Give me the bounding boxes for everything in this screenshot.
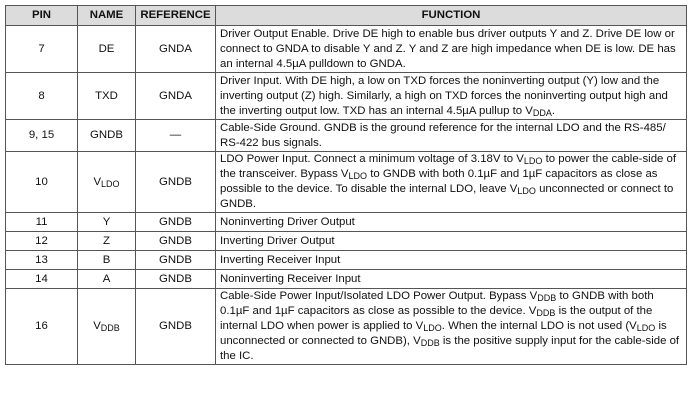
- pin-cell: 13: [6, 251, 78, 270]
- function-cell: Cable-Side Ground. GNDB is the ground reference for the internal LDO and the RS-485/ RS-422 bus signals.: [216, 120, 687, 152]
- function-cell: Driver Output Enable. Drive DE high to enable bus driver outputs Y and Z. Drive DE low or connect to GNDA to disable Y and Z. Y and Z are high impedance when DE is low. DE has an internal 4.5µA pulldown to GNDA.: [216, 26, 687, 73]
- function-cell: Noninverting Receiver Input: [216, 270, 687, 289]
- function-text: unconnected or connect to GNDB.: [220, 183, 674, 210]
- table-row: [6, 232, 687, 251]
- header-function: FUNCTION: [216, 6, 687, 26]
- subscript: LDO: [348, 171, 368, 181]
- pin-cell: 14: [6, 270, 78, 289]
- name-cell: GNDB: [78, 120, 136, 152]
- subscript: LDO: [517, 186, 536, 196]
- subscript: DDB: [420, 338, 440, 348]
- table-row: [6, 152, 687, 213]
- name-cell: B: [78, 251, 136, 270]
- function-text: Driver Input. With DE high, a low on TXD forces the noninverting output (Y) low and the inverting output (Z) high. Similarly, a high on TXD forces the noninverting output high and the inverting output low. TXD has an internal 4.5µA pullup to V: [220, 74, 668, 117]
- name-cell: TXD: [78, 73, 136, 120]
- subscript: LDO: [101, 178, 120, 189]
- function-cell: Inverting Receiver Input: [216, 251, 687, 270]
- name-text: V: [93, 175, 102, 188]
- function-cell: Noninverting Driver Output: [216, 213, 687, 232]
- pin-cell: 9, 15: [6, 120, 78, 152]
- pin-cell: 8: [6, 73, 78, 120]
- table-row: [6, 270, 687, 289]
- name-cell: Y: [78, 213, 136, 232]
- function-text: to GNDB with both 0.1µF and 1µF capacitors as close as possible to the device. V: [220, 290, 654, 317]
- function-text: is the positive supply input for the cable-side of the IC.: [220, 335, 680, 362]
- reference-cell: —: [136, 120, 216, 152]
- name-text: V: [93, 320, 101, 332]
- function-cell: Inverting Driver Output: [216, 232, 687, 251]
- name-cell: [78, 152, 136, 213]
- subscript: DDB: [536, 308, 556, 318]
- function-cell: [216, 289, 687, 365]
- header-name: NAME: [78, 6, 136, 26]
- pin-cell: 12: [6, 232, 78, 251]
- pin-cell: 10: [6, 152, 78, 213]
- function-text: to GNDB with both 0.1µF and 1µF capacitors as close as possible to the device. To disable the internal LDO, leave V: [220, 168, 658, 195]
- reference-cell: GNDB: [136, 152, 216, 213]
- function-text: Cable-Side Power Input/Isolated LDO Power Output. Bypass V: [220, 290, 538, 302]
- table-row: [6, 213, 687, 232]
- reference-cell: GNDB: [136, 232, 216, 251]
- name-cell: A: [78, 270, 136, 289]
- reference-cell: GNDB: [136, 251, 216, 270]
- function-text: .: [551, 104, 556, 117]
- pin-cell: 7: [6, 26, 78, 73]
- subscript: DDB: [100, 323, 120, 333]
- subscript: LDO: [523, 156, 543, 166]
- name-cell: DE: [78, 26, 136, 73]
- header-reference: REFERENCE: [136, 6, 216, 26]
- subscript: LDO: [423, 323, 442, 333]
- function-text: is unconnected or connected to GNDB), V: [220, 320, 667, 347]
- pin-description-table: [5, 5, 687, 365]
- function-text: LDO Power Input. Connect a minimum voltage of 3.18V to V: [220, 153, 524, 165]
- header-pin: PIN: [6, 6, 78, 26]
- reference-cell: GNDB: [136, 270, 216, 289]
- table-row: [6, 73, 687, 120]
- function-cell: [216, 73, 687, 120]
- function-text: . When the internal LDO is not used (V: [441, 320, 637, 332]
- reference-cell: GNDA: [136, 73, 216, 120]
- table-row: [6, 289, 687, 365]
- table-row: [6, 26, 687, 73]
- pin-cell: 11: [6, 213, 78, 232]
- reference-cell: GNDA: [136, 26, 216, 73]
- subscript: LDO: [636, 323, 656, 333]
- table-row: [6, 120, 687, 152]
- subscript: DDB: [537, 293, 557, 303]
- reference-cell: GNDB: [136, 289, 216, 365]
- reference-cell: GNDB: [136, 213, 216, 232]
- function-text: to power the cable-side of the transceiver. Bypass V: [220, 153, 677, 180]
- table-row: [6, 251, 687, 270]
- header-row: [6, 6, 687, 26]
- name-cell: Z: [78, 232, 136, 251]
- function-cell: [216, 152, 687, 213]
- subscript: DDA: [532, 107, 552, 118]
- pin-cell: 16: [6, 289, 78, 365]
- function-text: is the output of the internal LDO when power is applied to V: [220, 305, 653, 332]
- name-cell: [78, 289, 136, 365]
